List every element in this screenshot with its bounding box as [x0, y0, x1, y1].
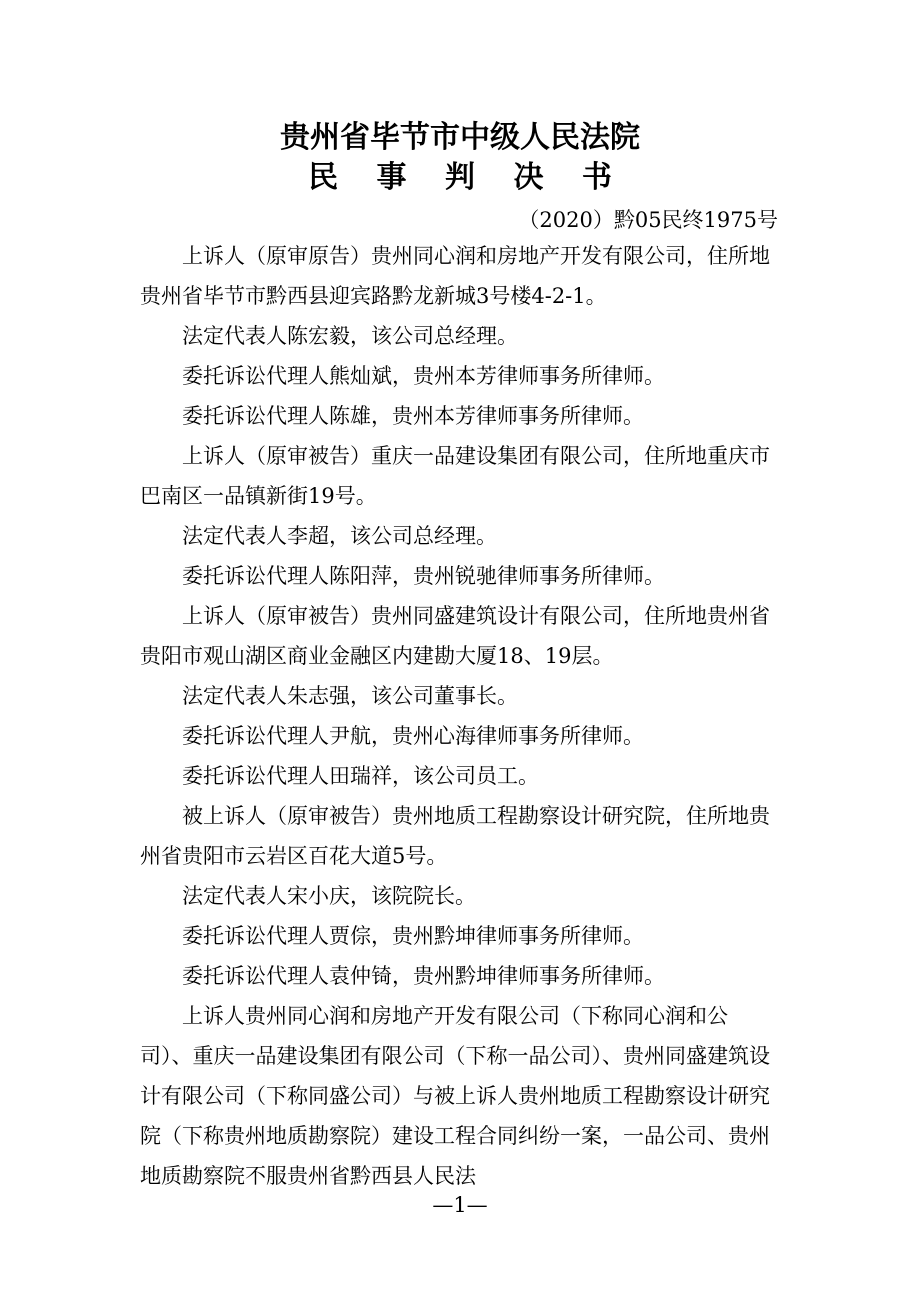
paragraph: 委托诉讼代理人袁仲锜，贵州黔坤律师事务所律师。: [182, 964, 665, 988]
paragraph: 上诉人贵州同心润和房地产开发有限公司（下称同心润和公司）、重庆一品建设集团有限公司（下称一品公司）、贵州同盛建筑设计有限公司（下称同盛公司）与被上诉人贵州地质工程勘察设计研究院（下称贵州地质勘察院）建设工程合同纠纷一案，一品公司、贵州地质勘察院不服贵州省黔西县人民法: [140, 1004, 770, 1188]
court-name: 贵州省毕节市中级人民法院: [280, 120, 640, 155]
paragraph: 被上诉人（原审被告）贵州地质工程勘察设计研究院，住所地贵州省贵阳市云岩区百花大道5号。: [140, 804, 770, 868]
paragraph: 上诉人（原审被告）重庆一品建设集团有限公司，住所地重庆市巴南区一品镇新街19号。: [140, 444, 770, 508]
document-type: 民 事 判 决 书: [308, 160, 626, 195]
paragraph: 委托诉讼代理人尹航，贵州心海律师事务所律师。: [182, 724, 644, 748]
paragraph: 法定代表人朱志强，该公司董事长。: [182, 684, 518, 708]
page-number: —1—: [432, 1193, 488, 1217]
paragraph: 上诉人（原审原告）贵州同心润和房地产开发有限公司，住所地贵州省毕节市黔西县迎宾路黔龙新城3号楼4-2-1。: [140, 244, 770, 308]
paragraph: 委托诉讼代理人熊灿斌，贵州本芳律师事务所律师。: [182, 364, 665, 388]
paragraph: 上诉人（原审被告）贵州同盛建筑设计有限公司，住所地贵州省贵阳市观山湖区商业金融区内建勘大厦18、19层。: [140, 604, 770, 668]
paragraph: 委托诉讼代理人陈雄，贵州本芳律师事务所律师。: [182, 404, 644, 428]
paragraph: 法定代表人宋小庆，该院院长。: [182, 884, 476, 908]
document-body: [140, 236, 780, 1196]
paragraph: 委托诉讼代理人陈阳萍，贵州锐驰律师事务所律师。: [182, 564, 665, 588]
paragraph: 委托诉讼代理人贾倧，贵州黔坤律师事务所律师。: [182, 924, 644, 948]
paragraph: 法定代表人陈宏毅，该公司总经理。: [182, 324, 518, 348]
paragraph: 法定代表人李超，该公司总经理。: [182, 524, 497, 548]
paragraph: 委托诉讼代理人田瑞祥，该公司员工。: [182, 764, 539, 788]
case-number: （2020）黔05民终1975号: [518, 208, 778, 232]
